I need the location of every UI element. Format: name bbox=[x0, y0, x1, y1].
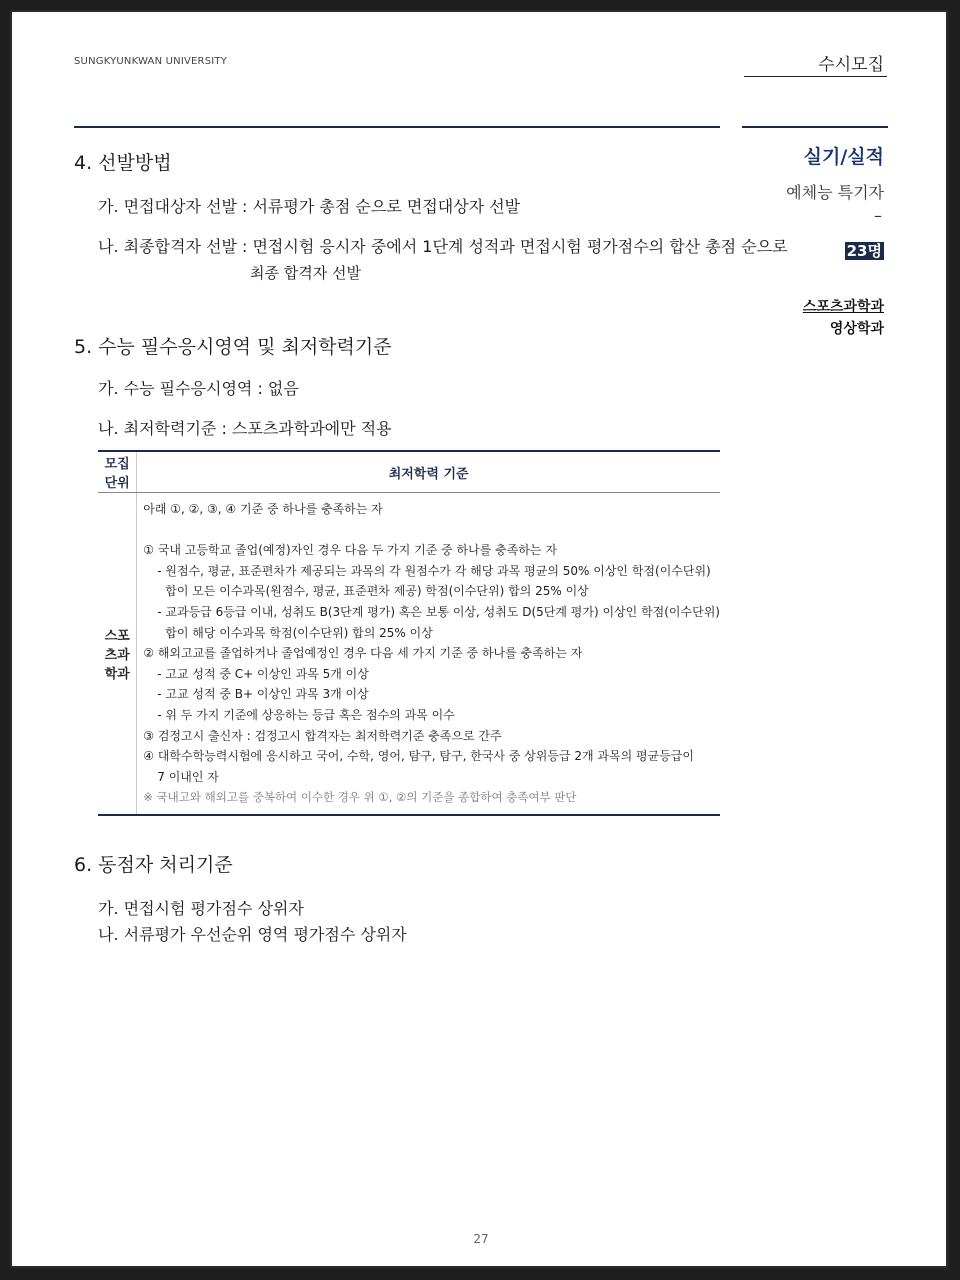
document-type: 수시모집 bbox=[818, 55, 884, 75]
page-number: 27 bbox=[473, 1232, 489, 1246]
criteria-line: - 위 두 가지 기준에 상응하는 등급 혹은 점수의 과목 이수 bbox=[157, 707, 455, 722]
side-track: 예체능 특기자 bbox=[786, 183, 884, 202]
criteria-line: - 원점수, 평균, 표준편차가 제공되는 과목의 각 원점수가 각 해당 과목 평균의 50% 이상인 학점(이수단위) bbox=[157, 563, 711, 578]
criteria-line: - 교과등급 6등급 이내, 성취도 B(3단계 평가) 혹은 보통 이상, 성취도 D(5단계 평가) 이상인 학점(이수단위) bbox=[157, 604, 720, 619]
criteria-line: - 고교 성적 중 B+ 이상인 과목 3개 이상 bbox=[157, 687, 369, 702]
criteria-line: 7 이내인 자 bbox=[157, 769, 219, 784]
university-name: SUNGKYUNKWAN UNIVERSITY bbox=[74, 56, 228, 67]
side-rule bbox=[742, 126, 888, 128]
section-4-item-continuation: 최종 합격자 선발 bbox=[250, 264, 361, 282]
section-6-item: 가. 면접시험 평가점수 상위자 bbox=[98, 899, 304, 918]
table-header-criteria: 최저학력 기준 bbox=[137, 451, 720, 493]
section-4-item: 나. 최종합격자 선발 : 면접시험 응시자 중에서 1단계 성적과 면접시험 평가점수의 합산 총점 순으로 bbox=[98, 237, 788, 256]
section-5-item: 나. 최저학력기준 : 스포츠과학과에만 적용 bbox=[98, 419, 392, 438]
section-5-item: 가. 수능 필수응시영역 : 없음 bbox=[98, 379, 299, 398]
criteria-line: ④ 대학수학능력시험에 응시하고 국어, 수학, 영어, 탐구, 탐구, 한국사 중 상위등급 2개 과목의 평균등급이 bbox=[143, 749, 694, 764]
criteria-line: ② 해외고교를 졸업하거나 졸업예정인 경우 다음 세 가지 기준 중 하나를 충족하는 자 bbox=[143, 646, 583, 661]
side-department: 스포츠과학과 bbox=[802, 299, 884, 315]
side-dash: – bbox=[874, 206, 882, 225]
criteria-spacer bbox=[143, 520, 720, 541]
side-category: 실기/실적 bbox=[803, 146, 884, 168]
section-6-title: 6. 동점자 처리기준 bbox=[74, 854, 233, 876]
criteria-line: ① 국내 고등학교 졸업(예정)자인 경우 다음 두 가지 기준 중 하나를 충족하는 자 bbox=[143, 543, 557, 558]
section-4-title: 4. 선발방법 bbox=[74, 152, 172, 174]
header-underline bbox=[744, 76, 887, 77]
table-unit-cell: 스포츠과학과 bbox=[98, 493, 137, 815]
criteria-table bbox=[98, 450, 720, 816]
criteria-note: ※ 국내고와 해외고를 중복하여 이수한 경우 위 ①, ②의 기준을 종합하여 충족여부 판단 bbox=[143, 790, 577, 805]
criteria-line: - 고교 성적 중 C+ 이상인 과목 5개 이상 bbox=[157, 666, 369, 681]
criteria-line: 합이 모든 이수과목(원점수, 평균, 표준편차 제공) 학점(이수단위) 합의 25% 이상 bbox=[165, 584, 589, 599]
side-count-badge: 23명 bbox=[846, 242, 882, 260]
main-rule bbox=[74, 126, 720, 128]
table-criteria-cell bbox=[137, 493, 720, 815]
section-5-title: 5. 수능 필수응시영역 및 최저학력기준 bbox=[74, 336, 392, 358]
section-4-item: 가. 면접대상자 선발 : 서류평가 총점 순으로 면접대상자 선발 bbox=[98, 197, 521, 216]
criteria-line: ③ 검정고시 출신자 : 검정고시 합격자는 최저학력기준 충족으로 간주 bbox=[143, 728, 502, 743]
section-6-item: 나. 서류평가 우선순위 영역 평가점수 상위자 bbox=[98, 925, 407, 944]
criteria-line: 합이 해당 이수과목 학점(이수단위) 합의 25% 이상 bbox=[165, 625, 433, 640]
table-row bbox=[98, 493, 720, 815]
table-header-unit: 모집 단위 bbox=[98, 451, 137, 493]
criteria-intro: 아래 ①, ②, ③, ④ 기준 중 하나를 충족하는 자 bbox=[143, 502, 383, 516]
side-department: 영상학과 bbox=[829, 321, 884, 337]
document-page bbox=[10, 10, 948, 1268]
